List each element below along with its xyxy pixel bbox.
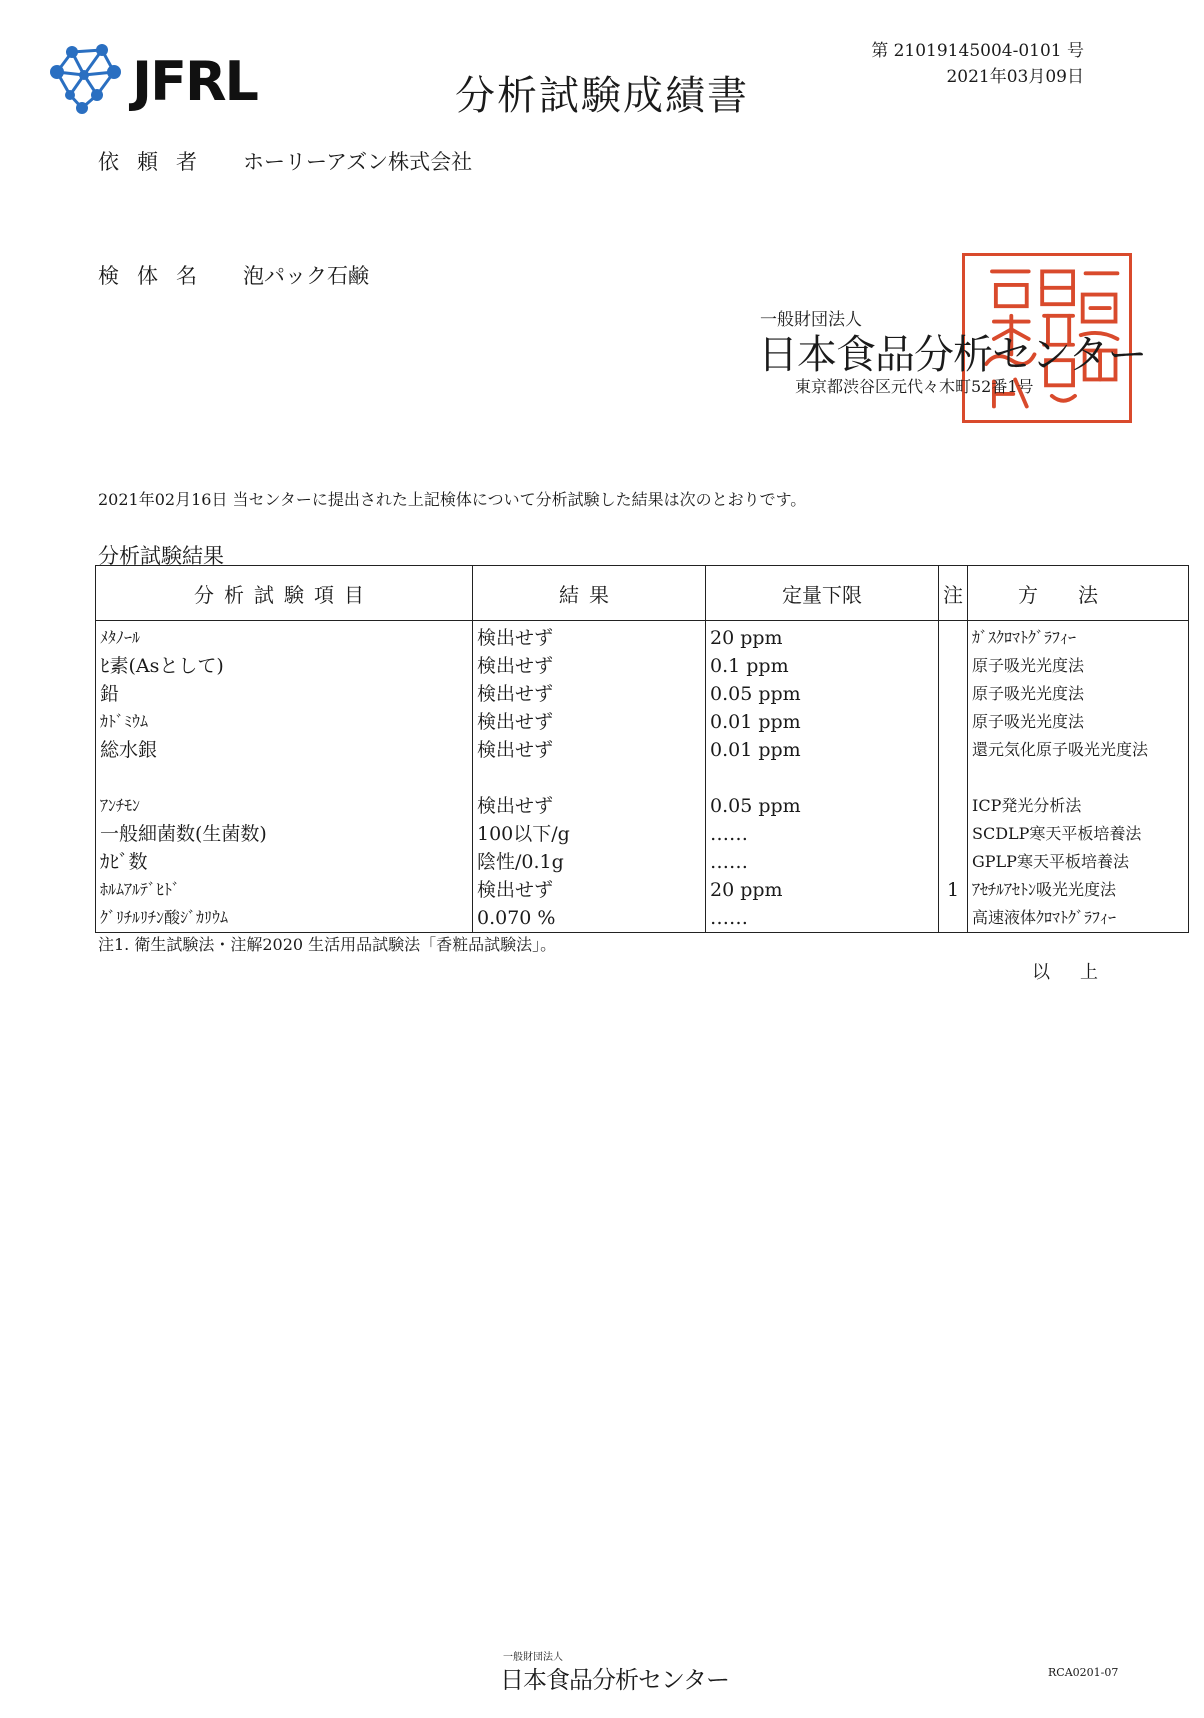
- issue-date: 2021年03月09日: [946, 67, 1084, 87]
- row-limit: ……: [706, 904, 939, 933]
- row-method: ｱｾﾁﾙｱｾﾄﾝ吸光光度法: [968, 876, 1189, 904]
- row-note: [939, 652, 968, 680]
- client-label: 依頼者: [98, 150, 215, 174]
- row-limit: 20 ppm: [706, 621, 939, 653]
- table-row: [96, 904, 1189, 933]
- row-method: 還元気化原子吸光光度法: [968, 736, 1189, 792]
- row-result: 検出せず: [473, 876, 706, 904]
- row-limit: 20 ppm: [706, 876, 939, 904]
- row-limit: 0.05 ppm: [706, 792, 939, 820]
- row-method: 高速液体ｸﾛﾏﾄｸﾞﾗﾌｨｰ: [968, 904, 1189, 933]
- end-mark: 以上: [1032, 962, 1128, 983]
- row-limit: ……: [706, 820, 939, 848]
- jfrl-logo: [42, 40, 282, 120]
- row-result: 検出せず: [473, 708, 706, 736]
- table-row: [96, 680, 1189, 708]
- form-code: RCA0201-07: [1048, 1666, 1119, 1679]
- row-note: [939, 736, 968, 792]
- row-method: 原子吸光光度法: [968, 652, 1189, 680]
- document-title: 分析試験成績書: [455, 73, 749, 119]
- row-item: ｸﾞﾘﾁﾙﾘﾁﾝ酸ｼﾞｶﾘｳﾑ: [96, 904, 473, 933]
- table-row: [96, 652, 1189, 680]
- header-item: 分析試験項目: [96, 566, 473, 621]
- row-item: ｶﾋﾞ数: [96, 848, 473, 876]
- row-note: [939, 904, 968, 933]
- row-result: 100以下/g: [473, 820, 706, 848]
- row-note: [939, 708, 968, 736]
- header-method: 方法: [968, 566, 1189, 621]
- table-row: [96, 876, 1189, 904]
- table-row: [96, 848, 1189, 876]
- row-result: 検出せず: [473, 652, 706, 680]
- row-note: [939, 820, 968, 848]
- footnote: 注1. 衛生試験法・注解2020 生活用品試験法「香粧品試験法」。: [98, 935, 557, 954]
- results-title: 分析試験結果: [98, 544, 224, 568]
- row-method: 原子吸光光度法: [968, 708, 1189, 736]
- logo-text: JFRL: [132, 50, 257, 113]
- row-item: 一般細菌数(生菌数): [96, 820, 473, 848]
- results-table: [95, 565, 1189, 933]
- footer-org-name: 日本食品分析センター: [500, 1666, 730, 1694]
- row-note: [939, 680, 968, 708]
- table-header-row: [96, 566, 1189, 621]
- row-method: 原子吸光光度法: [968, 680, 1189, 708]
- row-item: 鉛: [96, 680, 473, 708]
- row-result: 検出せず: [473, 736, 706, 792]
- footer-org-type: 一般財団法人: [503, 1652, 563, 1663]
- row-method: ICP発光分析法: [968, 792, 1189, 820]
- row-result: 0.070 %: [473, 904, 706, 933]
- row-limit: 0.1 ppm: [706, 652, 939, 680]
- table-row: [96, 736, 1189, 792]
- organization-type: 一般財団法人: [760, 310, 862, 330]
- statement-text: 2021年02月16日 当センターに提出された上記検体について分析試験した結果は次のとおりです。: [98, 490, 807, 509]
- row-item: ﾋ素(Asとして): [96, 652, 473, 680]
- row-note: 1: [939, 876, 968, 904]
- document-number: 第 21019145004-0101 号: [871, 41, 1084, 61]
- row-limit: 0.05 ppm: [706, 680, 939, 708]
- header-note: 注: [939, 566, 968, 621]
- client-value: ホーリーアズン株式会社: [243, 150, 473, 174]
- row-limit: 0.01 ppm: [706, 736, 939, 792]
- row-limit: ……: [706, 848, 939, 876]
- row-result: 検出せず: [473, 792, 706, 820]
- row-item: ｱﾝﾁﾓﾝ: [96, 792, 473, 820]
- sample-label: 検体名: [98, 264, 215, 288]
- row-note: [939, 792, 968, 820]
- header-limit: 定量下限: [706, 566, 939, 621]
- organization-name: 日本食品分析センター: [758, 332, 1147, 378]
- row-method: GPLP寒天平板培養法: [968, 848, 1189, 876]
- row-item: 総水銀: [96, 736, 473, 792]
- table-row: [96, 621, 1189, 653]
- row-limit: 0.01 ppm: [706, 708, 939, 736]
- row-item: ﾎﾙﾑｱﾙﾃﾞﾋﾄﾞ: [96, 876, 473, 904]
- header-result: 結果: [473, 566, 706, 621]
- row-item: ﾒﾀﾉｰﾙ: [96, 621, 473, 653]
- molecule-network-icon: [42, 40, 142, 120]
- table-row: [96, 792, 1189, 820]
- table-row: [96, 708, 1189, 736]
- organization-address: 東京都渋谷区元代々木町52番1号: [795, 377, 1034, 396]
- row-item: ｶﾄﾞﾐｳﾑ: [96, 708, 473, 736]
- row-method: SCDLP寒天平板培養法: [968, 820, 1189, 848]
- row-note: [939, 621, 968, 653]
- table-row: [96, 820, 1189, 848]
- row-note: [939, 848, 968, 876]
- row-result: 検出せず: [473, 680, 706, 708]
- row-method: ｶﾞｽｸﾛﾏﾄｸﾞﾗﾌｨｰ: [968, 621, 1189, 653]
- row-result: 陰性/0.1g: [473, 848, 706, 876]
- row-result: 検出せず: [473, 621, 706, 653]
- sample-value: 泡パック石鹸: [243, 264, 369, 288]
